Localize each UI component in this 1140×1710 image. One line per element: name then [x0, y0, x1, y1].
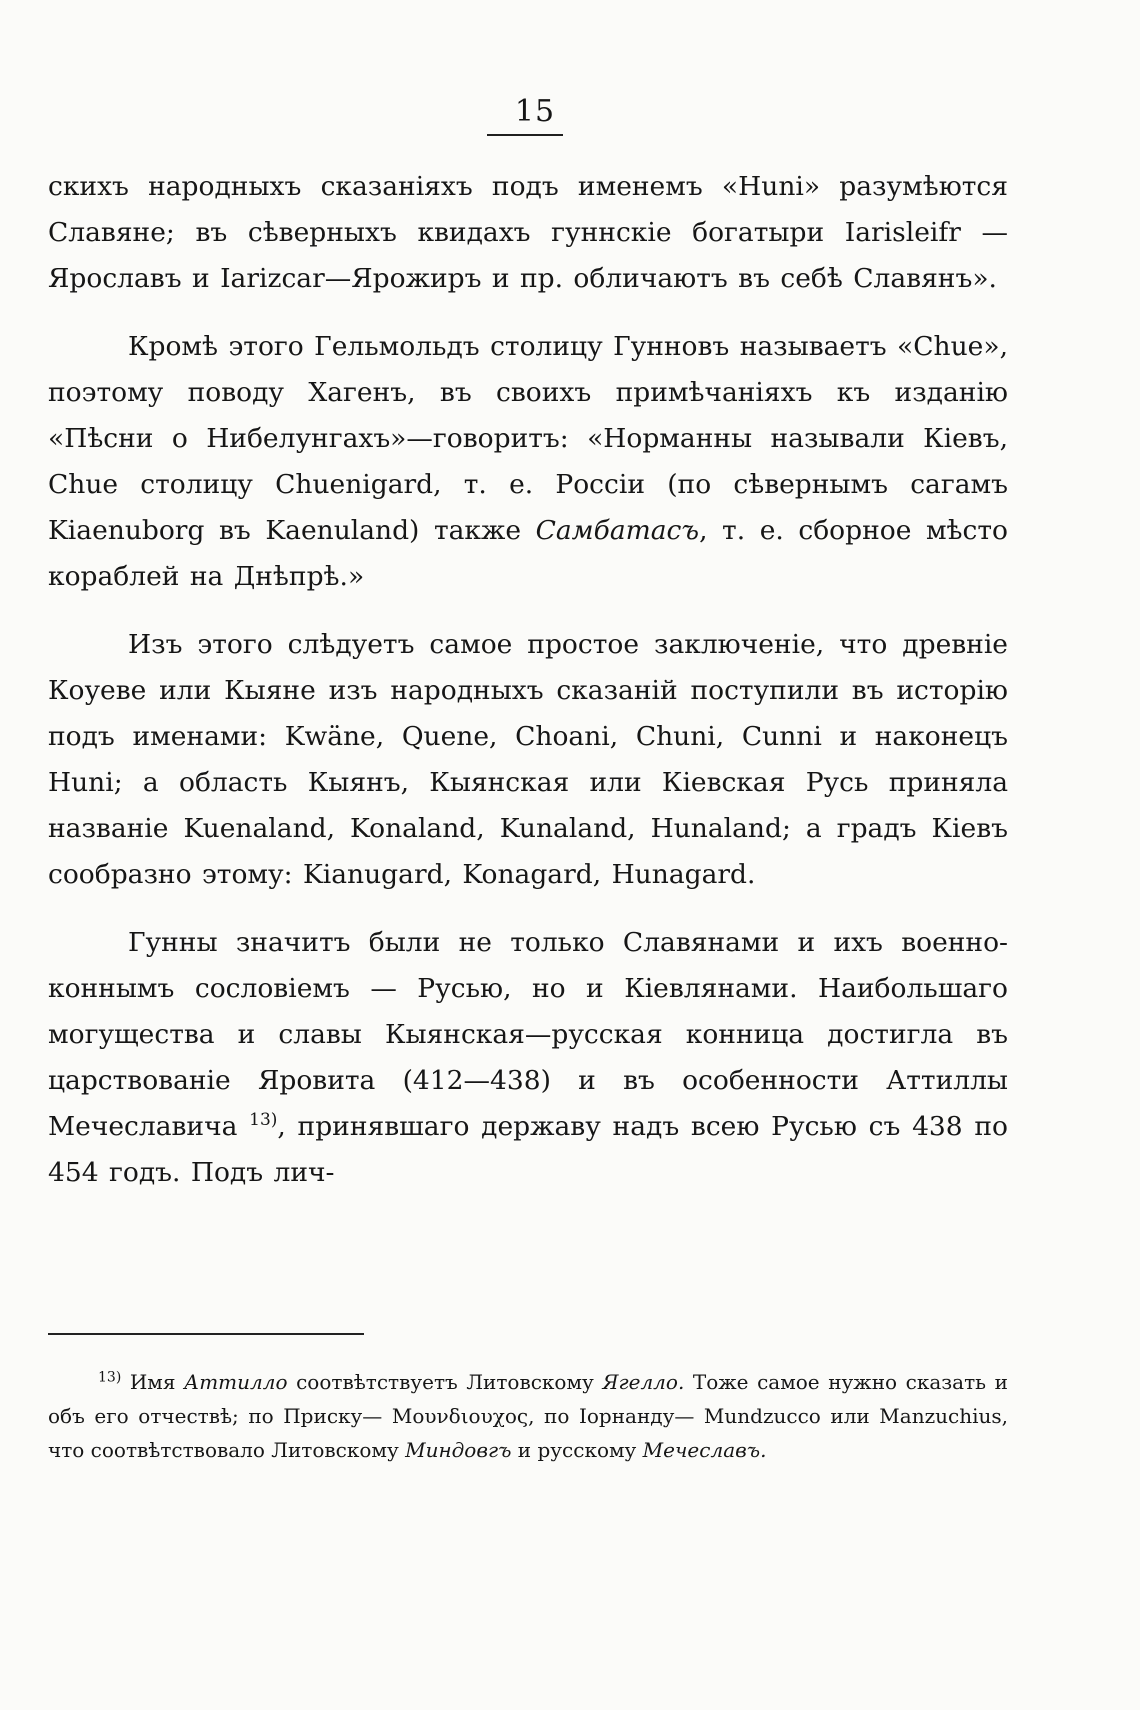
- page-number-rule: [487, 134, 563, 136]
- footnote-italic-2: Ягелло.: [602, 1370, 685, 1394]
- italic-term-sambatas: Самбатасъ: [535, 515, 700, 546]
- footnotes: [48, 1365, 1008, 1467]
- footnote-text-2: соотвѣтствуетъ Литовскому: [287, 1370, 603, 1394]
- footnote-13: [48, 1365, 1008, 1467]
- paragraph-2: [48, 324, 1008, 600]
- footnote-italic-3: Миндовгъ: [405, 1438, 512, 1462]
- footnote-text-1: Имя: [121, 1370, 185, 1394]
- footnote-italic-1: Аттилло: [184, 1370, 288, 1394]
- footnote-italic-4: Мечеславъ.: [642, 1438, 767, 1462]
- footnote-text-4: и русскому: [511, 1438, 643, 1462]
- footnote-reference: 13): [249, 1110, 278, 1131]
- footnote-separator: [48, 1333, 364, 1335]
- footnote-text-3: Тоже самое нужно сказать и объ его отчествѣ; по Приску— Μουνδιουχος, по Іорнанду— Mundzucco или Manzuchius, что соотвѣтствовало Литовскому: [48, 1370, 1008, 1462]
- paragraph-3: Изъ этого слѣдуетъ самое простое заключеніе, что древніе Коуеве или Кыяне изъ народныхъ сказаній поступили въ исторію подъ именами: Kwäne, Quene, Choani, Chuni, Cunni и наконецъ Huni; а область Кыянъ, Кыянская или Кіевская Русь приняла названіе Kuenaland, Konaland, Kunaland, Hunaland; а градъ Кіевъ сообразно этому: Kianugard, Konagard, Hunagard.: [48, 629, 1008, 890]
- paragraph-1: скихъ народныхъ сказаніяхъ подъ именемъ «Huni» разумѣются Славяне; въ сѣверныхъ квидахъ гуннскіе богатыри Iarisleifr — Ярославъ и Iarizcar—Ярожиръ и пр. обличаютъ въ себѣ Славянъ».: [48, 171, 1008, 294]
- paragraph-4-text-end: , принявшаго державу надъ всею Русью съ 438 по 454 годъ. Подъ лич-: [48, 1111, 1009, 1188]
- footnote-mark: 13): [98, 1369, 122, 1386]
- main-text: [48, 164, 1008, 1196]
- paragraph-2-text: Кромѣ этого Гельмольдъ столицу Гунновъ называетъ «Chue», поэтому поводу Хагенъ, въ своихъ примѣчаніяхъ къ изданію «Пѣсни о Нибелунгахъ»—говоритъ: «Норманны называли Кіевъ, Chue столицу Chuenigard, т. е. Россіи (по сѣвернымъ сагамъ Kiaenuborg въ Kaenuland) также: [48, 331, 1009, 546]
- paragraph-4-text: Гунны значитъ были не только Славянами и ихъ военно-коннымъ сословіемъ — Русью, но и Кіевлянами. Наибольшаго могущества и славы Кыянская—русская конница достигла въ царствованіе Яровита (412—438) и въ особенности Аттиллы Мечеславича: [48, 927, 1008, 1142]
- paragraph-2-text-end: , т. е. сборное мѣсто кораблей на Днѣпрѣ.»: [48, 515, 1008, 592]
- page-number: 15: [514, 94, 556, 129]
- paragraph-4: [48, 920, 1008, 1196]
